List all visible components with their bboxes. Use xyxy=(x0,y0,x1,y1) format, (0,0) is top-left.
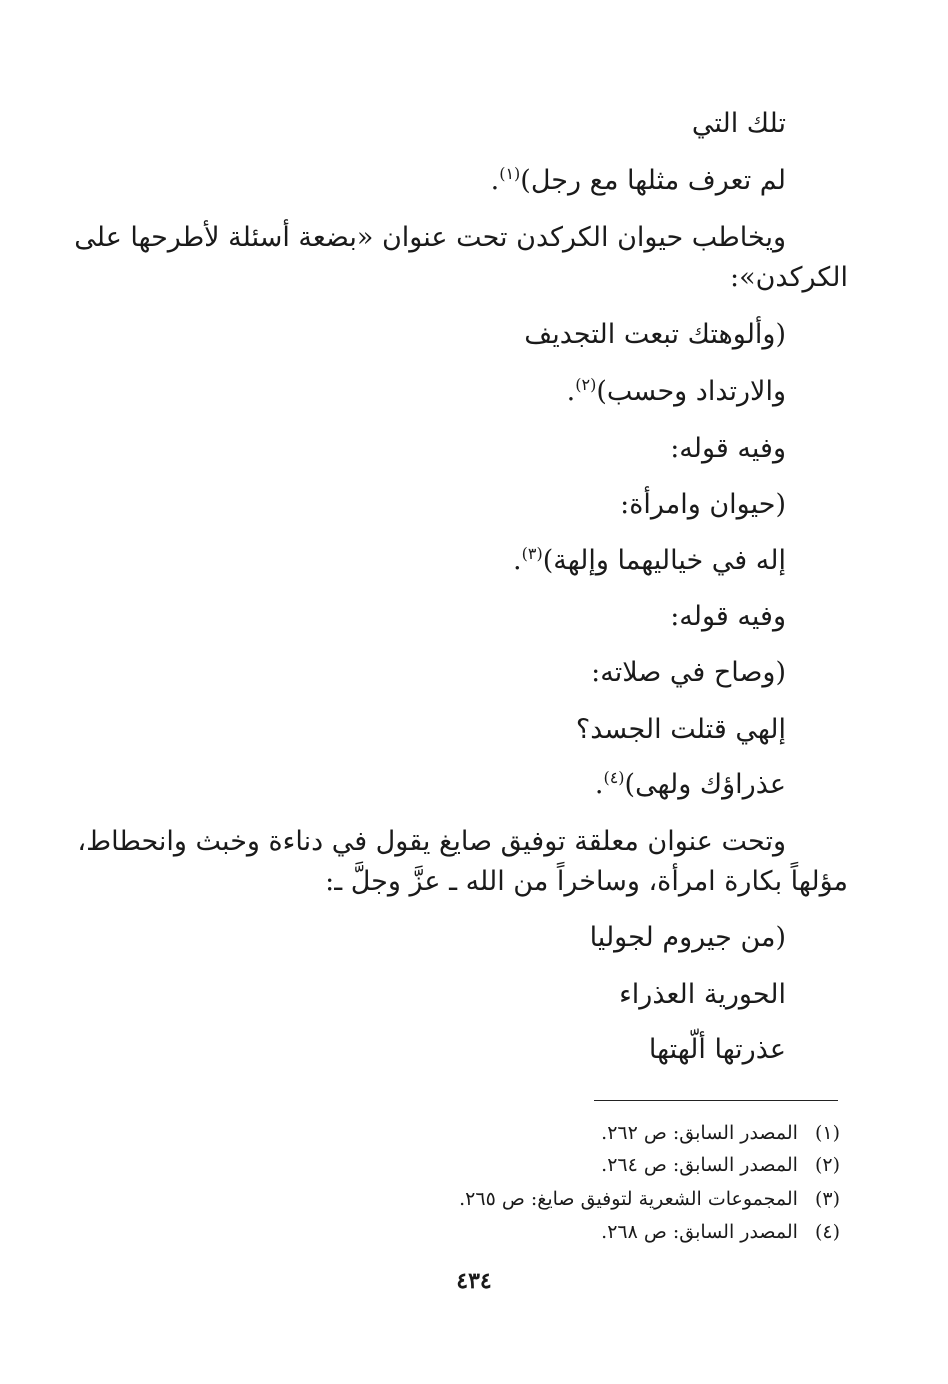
text: (وألوهتك تبعت التجديف xyxy=(524,319,786,350)
footnote-separator xyxy=(594,1100,838,1101)
text: تلك التي xyxy=(691,108,786,139)
footnote-marker-4: (٤) xyxy=(603,768,625,787)
page-number: ٤٣٤ xyxy=(456,1268,492,1294)
text-line-7 xyxy=(77,822,786,862)
text: . xyxy=(594,769,604,800)
footnote-1 xyxy=(100,1118,840,1148)
verse-line-9 xyxy=(100,975,786,1015)
text-line-8 xyxy=(100,862,848,902)
text-line-3 xyxy=(74,218,786,258)
text-line-2 xyxy=(100,161,786,201)
footnote-number: (٣) xyxy=(814,1188,840,1210)
text: الكركدن»: xyxy=(729,262,848,293)
text: . xyxy=(513,545,522,576)
verse-line-2 xyxy=(100,372,786,412)
verse-line-6 xyxy=(100,710,786,750)
text-line-5 xyxy=(100,429,786,469)
verse-line-10 xyxy=(100,1030,786,1070)
footnote-number: (٤) xyxy=(814,1221,840,1243)
footnote-text: المصدر السابق: ص ٢٦٤. xyxy=(601,1154,798,1176)
footnote-marker-1: (١) xyxy=(499,164,521,183)
footnote-text: المصدر السابق: ص ٢٦٢. xyxy=(601,1122,798,1144)
text: إلهي قتلت الجسد؟ xyxy=(575,714,786,745)
text: وفيه قوله: xyxy=(670,433,786,464)
text: إله في خياليهما وإلهة) xyxy=(542,545,786,576)
text: (وصاح في صلاته: xyxy=(591,657,786,688)
text: (من جيروم لجوليا xyxy=(589,922,786,953)
text: . xyxy=(490,165,500,196)
text: (حيوان وامرأة: xyxy=(620,489,786,520)
text: وفيه قوله: xyxy=(670,601,786,632)
text-line-6 xyxy=(100,597,786,637)
verse-line-7 xyxy=(100,765,786,805)
footnote-number: (٢) xyxy=(814,1154,840,1176)
text: وتحت عنوان معلقة توفيق صايغ يقول في دناءة وخبث وانحطاط، xyxy=(77,826,786,857)
verse-line-5 xyxy=(100,653,786,693)
text-line-1 xyxy=(100,104,786,144)
footnote-4 xyxy=(100,1217,840,1247)
text: . xyxy=(566,376,576,407)
footnote-marker-3: (٣) xyxy=(521,544,543,563)
text: لم تعرف مثلها مع رجل) xyxy=(520,165,786,196)
text: عذرتها ألّهتها xyxy=(648,1034,786,1065)
footnote-number: (١) xyxy=(814,1122,840,1144)
text: الحورية العذراء xyxy=(619,979,786,1010)
verse-line-8 xyxy=(100,918,786,958)
footnote-text: المصدر السابق: ص ٢٦٨. xyxy=(601,1221,798,1243)
verse-line-3 xyxy=(100,485,786,525)
text: والارتداد وحسب) xyxy=(596,376,786,407)
footnote-text: المجموعات الشعرية لتوفيق صايغ: ص ٢٦٥. xyxy=(459,1188,798,1210)
footnote-2 xyxy=(100,1150,840,1180)
text: مؤلهاً بكارة امرأة، وساخراً من الله ـ عزَّ وجلَّ ـ: xyxy=(325,866,848,897)
footnote-marker-2: (٢) xyxy=(575,375,597,394)
footnote-3 xyxy=(100,1184,840,1214)
text-line-4 xyxy=(100,258,848,298)
verse-line-1 xyxy=(100,315,786,355)
text: ويخاطب حيوان الكركدن تحت عنوان «بضعة أسئلة لأطرحها على xyxy=(74,222,786,253)
text: عذراؤك ولهى) xyxy=(624,769,786,800)
verse-line-4 xyxy=(100,541,786,581)
